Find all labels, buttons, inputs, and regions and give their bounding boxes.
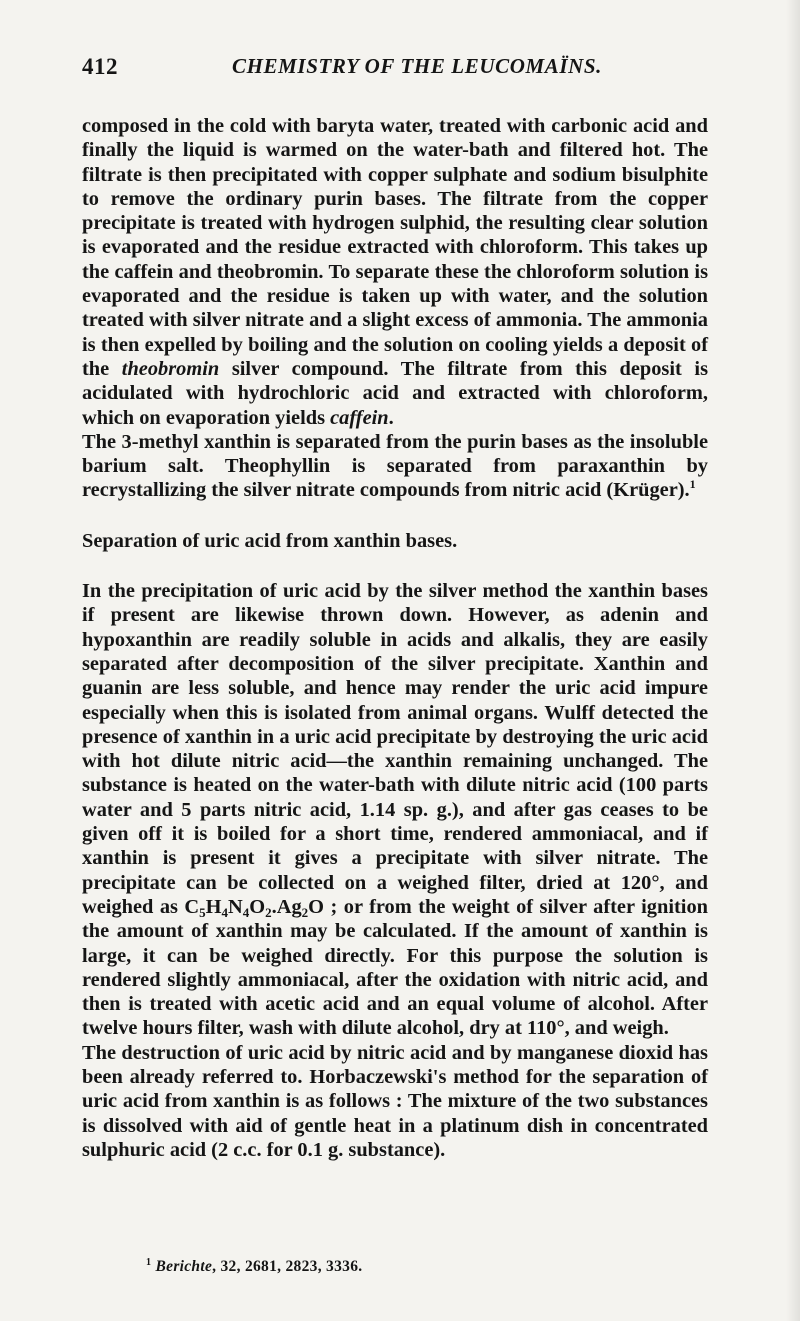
footnote-ref: 1 [689,477,696,492]
caffein-term: caffein [330,406,389,429]
footnote [146,1258,362,1276]
paragraph-continuation: composed in the cold with baryta water, treated with carbonic acid and finally the liquid is warmed on the water-bath and filtered hot. The filtrate is then precipitated with copper sulphate and sodium bisulphite to remove the ordinary purin bases. The filtrate from the copper precipitate is treated with hydrogen sulphid, the resulting clear solution is evaporated and the residue extracted with chloroform. This takes up the caffein and theobromin. To separate these the chloroform solution is evaporated and the residue is taken up with water, and the solution treated with silver nitrate and a slight excess of ammonia. The ammonia is then expelled by boiling and the solution on cooling yields a deposit of the theobromin silver compound. The filtrate from this deposit is acidulated with hydrochloric acid and extracted with chloroform, which on evaporation yields caffein. [82,115,709,429]
footnote-ref-text: , 32, 2681, 2823, 3336. [212,1258,363,1275]
footnote-source: Berichte [155,1258,213,1275]
paragraph-precipitation: In the precipitation of uric acid by the silver method the xanthin bases if present are likewise thrown down. However, as adenin and hypoxanthin are readily soluble in acids and alkalis, they are easily separated after decomposition of the silver precipitate. Xanthin and guanin are less soluble, and hence may render the uric acid impure especially when this is isolated from animal organs. Wulff detected the presence of xanthin in a uric acid precipitate by destroying the uric acid with hot dilute nitric acid—the xanthin remaining unchanged. The substance is heated on the water-bath with dilute nitric acid (100 parts water and 5 parts nitric acid, 1.14 sp. g.), and after gas ceases to be given off it is boiled for a short time, rendered ammoniacal, and if xanthin is present it gives a precipitate with silver nitrate. The precipitate can be collected on a weighed filter, dried at 120°, and weighed as $C_5H_4N_4O_2.Ag_2O$ ; or from the weight of silver after ignition the amount of xanthin may be calculated. If the amount of xanthin is large, it can be weighed directly. For this purpose the solution is rendered slightly ammoniacal, after the oxidation with nitric acid, and then is treated with acetic acid and an equal volume of alcohol. After twelve hours filter, wash with dilute alcohol, dry at 110°, and weigh. [82,580,708,1040]
body-text [82,114,708,1162]
chemical-formula: $C_5H_4N_4O_2.Ag_2O$ [184,895,325,920]
page-number: 412 [82,54,118,79]
theobromin-term: theobromin [121,357,220,380]
running-title: CHEMISTRY OF THE LEUCOMAÏNS. [232,54,603,78]
paragraph-horbaczewski: The destruction of uric acid by nitric acid and by manganese dioxid has been already referred to. Horbaczewski's method for the separation of uric acid from xanthin is as follows : The mixture of the two substances is dissolved with aid of gentle heat in a platinum dish in concentrated sulphuric acid (2 c.c. for 0.1 g. substance). [82,1041,708,1161]
footnote-marker: 1 [146,1257,152,1268]
section-heading: Separation of uric acid from xanthin bases. [82,529,458,552]
page-header [82,54,706,84]
paragraph-methyl-xanthin: The 3-methyl xanthin is separated from the purin bases as the insoluble barium salt. Theophyllin is separated from paraxanthin by recrystallizing the silver nitrate compounds from nitric acid (Krüger).$^1$ [82,430,708,502]
page-edge-shadow [786,0,800,1321]
